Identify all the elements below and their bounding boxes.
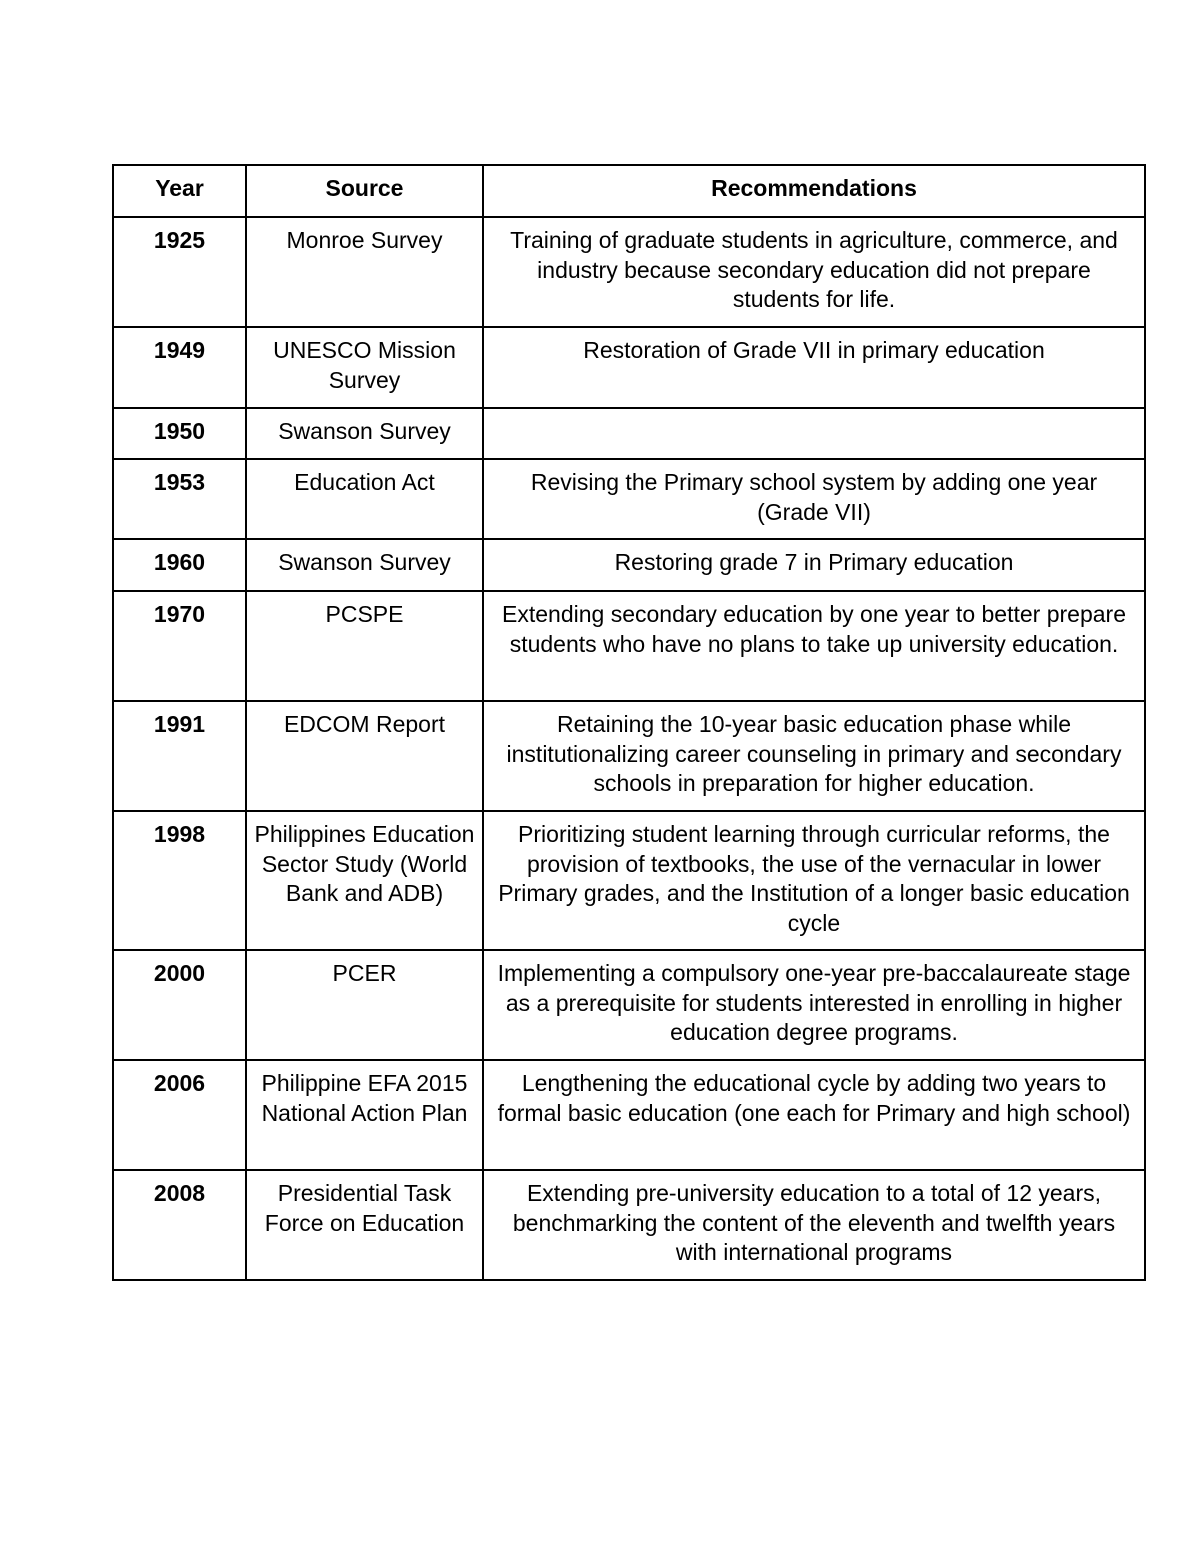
table-row bbox=[113, 459, 1145, 539]
row-recommendation: Extending pre-university education to a total of 12 years, benchmarking the content of the eleventh and twelfth years with international programs bbox=[483, 1170, 1145, 1280]
table-row bbox=[113, 1170, 1145, 1280]
header-year: Year bbox=[113, 165, 246, 217]
row-source: Monroe Survey bbox=[246, 217, 483, 327]
row-year: 1953 bbox=[113, 459, 246, 539]
row-recommendation: Implementing a compulsory one-year pre-baccalaureate stage as a prerequisite for students interested in enrolling in higher education degree programs. bbox=[483, 950, 1145, 1060]
row-recommendation: Training of graduate students in agriculture, commerce, and industry because secondary education did not prepare students for life. bbox=[483, 217, 1145, 327]
row-recommendation bbox=[483, 408, 1145, 459]
table-row bbox=[113, 701, 1145, 811]
row-source: Swanson Survey bbox=[246, 539, 483, 591]
table-row bbox=[113, 539, 1145, 591]
row-recommendation: Lengthening the educational cycle by adding two years to formal basic education (one each for Primary and high school) bbox=[483, 1060, 1145, 1170]
row-recommendation: Retaining the 10-year basic education phase while institutionalizing career counseling in primary and secondary schools in preparation for higher education. bbox=[483, 701, 1145, 811]
row-recommendation: Prioritizing student learning through curricular reforms, the provision of textbooks, the use of the vernacular in lower Primary grades, and the Institution of a longer basic education cycle bbox=[483, 811, 1145, 950]
row-year: 2000 bbox=[113, 950, 246, 1060]
row-year: 1970 bbox=[113, 591, 246, 701]
row-source: Swanson Survey bbox=[246, 408, 483, 459]
row-year: 1950 bbox=[113, 408, 246, 459]
row-recommendation: Restoration of Grade VII in primary education bbox=[483, 327, 1145, 408]
row-source: Education Act bbox=[246, 459, 483, 539]
row-year: 1960 bbox=[113, 539, 246, 591]
row-year: 2006 bbox=[113, 1060, 246, 1170]
row-source: EDCOM Report bbox=[246, 701, 483, 811]
row-year: 1925 bbox=[113, 217, 246, 327]
row-source: PCER bbox=[246, 950, 483, 1060]
table-row bbox=[113, 217, 1145, 327]
header-source: Source bbox=[246, 165, 483, 217]
row-year: 2008 bbox=[113, 1170, 246, 1280]
row-source: Philippine EFA 2015 National Action Plan bbox=[246, 1060, 483, 1170]
table-row bbox=[113, 408, 1145, 459]
row-source: UNESCO Mission Survey bbox=[246, 327, 483, 408]
table-row bbox=[113, 950, 1145, 1060]
row-year: 1949 bbox=[113, 327, 246, 408]
table-header-row bbox=[113, 165, 1145, 217]
row-year: 1991 bbox=[113, 701, 246, 811]
table-row bbox=[113, 1060, 1145, 1170]
table-row bbox=[113, 327, 1145, 408]
row-source: PCSPE bbox=[246, 591, 483, 701]
recommendations-table bbox=[112, 164, 1146, 1281]
header-recommendations: Recommendations bbox=[483, 165, 1145, 217]
table-row bbox=[113, 591, 1145, 701]
row-recommendation: Restoring grade 7 in Primary education bbox=[483, 539, 1145, 591]
row-recommendation: Revising the Primary school system by adding one year (Grade VII) bbox=[483, 459, 1145, 539]
row-recommendation: Extending secondary education by one year to better prepare students who have no plans to take up university education. bbox=[483, 591, 1145, 701]
row-source: Philippines Education Sector Study (World Bank and ADB) bbox=[246, 811, 483, 950]
table-row bbox=[113, 811, 1145, 950]
row-source: Presidential Task Force on Education bbox=[246, 1170, 483, 1280]
row-year: 1998 bbox=[113, 811, 246, 950]
